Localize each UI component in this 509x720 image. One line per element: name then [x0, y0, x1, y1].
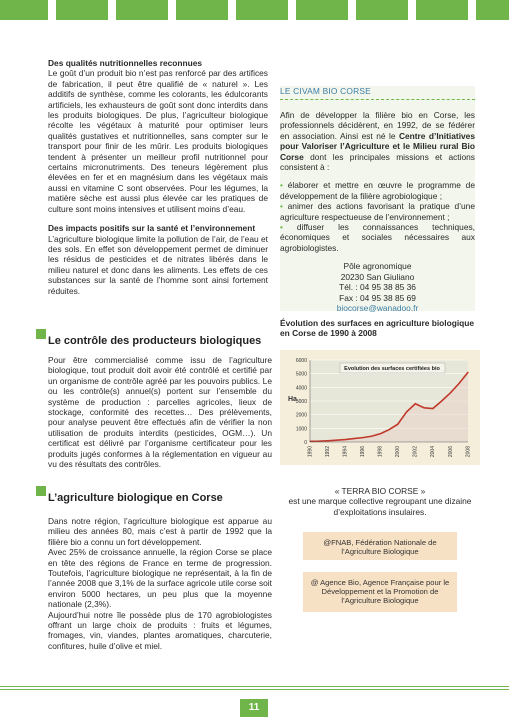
data-point	[345, 439, 346, 440]
data-point	[388, 429, 389, 430]
paragraph-corse-1: Dans notre région, l’agriculture biologique est apparue au milieu des années 80, mais c’est à partir de 1992 que la filière bio a connu un fort développement.	[48, 516, 272, 547]
bottom-rule	[0, 686, 509, 687]
heading-nutrition: Des qualités nutritionnelles reconnues	[48, 58, 203, 68]
y-tick-label: 1000	[295, 426, 307, 433]
civam-box	[280, 86, 475, 311]
heading-health: Des impacts positifs sur la santé et l’environnement	[48, 223, 256, 234]
top-tab	[236, 0, 288, 20]
paragraph-corse-2: Avec 25% de croissance annuelle, la région Corse se place en tête des régions de France en terme de progression. Toutefois, l’agriculture biologique ne représentait, à la fin de l’année 2008 que 3,1% de la surface agricole utile corse soit environ 5000 hectares, un peu plus que la moyenne nationale (2,3%).	[48, 547, 272, 610]
data-point	[380, 433, 381, 434]
x-tick-label: 1994	[342, 446, 349, 458]
data-point	[406, 411, 407, 412]
data-point	[336, 440, 337, 441]
top-tab	[56, 0, 108, 20]
y-tick-label: 6000	[295, 358, 307, 364]
x-tick-label: 2008	[465, 446, 472, 458]
data-point	[353, 438, 354, 439]
civam-body	[280, 110, 475, 313]
civam-bullet: • élaborer et mettre en œuvre le programme de développement de la filière agrobiologique ;	[280, 180, 476, 201]
fnab-logo-caption: @FNAB, Fédération Nationale de l’Agriculture Biologique	[303, 532, 457, 560]
top-tab	[296, 0, 348, 20]
data-point	[371, 436, 372, 437]
data-point	[318, 441, 319, 442]
section-title-control: Le contrôle des producteurs biologiques	[36, 335, 261, 347]
civam-email-link[interactable]: biocorse@wanadoo.fr	[336, 302, 419, 313]
y-tick-label: 4000	[295, 385, 307, 392]
top-tab	[116, 0, 168, 20]
data-point	[327, 440, 328, 441]
left-column-intro	[48, 58, 268, 296]
chart-title: Evolution des surfaces certifiées bio	[344, 366, 440, 372]
x-tick-label: 1996	[359, 446, 366, 458]
terra-title: « TERRA BIO CORSE »	[334, 486, 426, 496]
civam-header: LE CIVAM BIO CORSE	[280, 86, 371, 96]
data-point	[424, 407, 425, 408]
page-number: 11	[240, 699, 268, 717]
agence-bio-logo-caption: @ Agence Bio, Agence Française pour le Développement et la Promotion de l’Agriculture Biologique	[303, 572, 457, 612]
top-tab	[356, 0, 408, 20]
paragraph-control: Pour être commercialisé comme issu de l’agriculture biologique, tout produit doit avoir été contrôlé et certifié par un organisme de contrôle agréé par les pouvoirs publics. Le ou les contrôle(s) annuel(s) portent sur l’ensemble du système de production : parcelles agricoles, lieux de stockage, conformité des recettes… Des prélèvements, pour analyse peuvent être effectués afin de vérifier la non utilisation de produits interdits (pesticides, OGM…). Un certificat est délivré par l’organisme certificateur pour les produits jugés conformes à la réglementation en vigueur au vu des résultats des contrôles.	[48, 355, 272, 470]
paragraph-health: L’agriculture biologique limite la pollution de l’air, de l’eau et des sols. En effet son développement permet de diminuer les résidus de pesticides et de nitrates libérés dans le milieu naturel et donc dans les aliments. Les effets de ces substances sur la santé de l’homme sont ainsi fortement réduites.	[48, 233, 268, 296]
terra-description: est une marque collective regroupant une dizaine d’exploitations insulaires.	[288, 496, 472, 517]
data-point	[397, 424, 398, 425]
chart-caption: Évolution des surfaces en agriculture biologique en Corse de 1990 à 2008	[280, 318, 475, 339]
x-tick-label: 1990	[307, 446, 314, 458]
bullet-icon: •	[280, 222, 297, 233]
top-tab	[476, 0, 509, 20]
civam-phone: Tél. : 04 95 38 85 36	[339, 282, 416, 293]
area-chart	[280, 350, 480, 465]
data-point	[415, 403, 416, 404]
civam-intro: Afin de développer la filière bio en Corse, les professionnels décidèrent, en 1992, de se fédérer en association. Ainsi est né le Centre d’Initiatives pour Valoriser l’Agriculture et le Milieu rural Bio Corse dont les principales missions et actions consistent à :	[280, 110, 475, 173]
section-control-body	[48, 355, 272, 469]
data-point	[467, 372, 468, 373]
paragraph-corse-3: Aujourd’hui notre île possède plus de 170 agrobiologistes offrant un large choix de produits : fruits et légumes, fromages, vin, viandes, plantes aromatiques, charcuterie, confitures, huile d’olive et miel.	[48, 609, 272, 651]
data-point	[441, 400, 442, 401]
top-decoration	[0, 0, 509, 22]
top-tab	[176, 0, 228, 20]
y-tick-label: 2000	[295, 412, 307, 419]
y-tick-label: 0	[304, 440, 307, 446]
top-tab	[0, 0, 48, 20]
data-point	[362, 437, 363, 438]
bullet-icon: •	[280, 201, 288, 212]
terra-bio-block	[280, 486, 480, 517]
x-tick-label: 2002	[412, 446, 419, 458]
civam-address-1: Pôle agronomique	[343, 261, 412, 272]
x-tick-label: 1992	[324, 446, 331, 458]
paragraph-nutrition: Le goût d’un produit bio n’est pas renforcé par des artifices de fabrication, il peut être qualifié de « naturel ». Les additifs de synthèse, comme les colorants, les édulcorants artificiels, les exhausteurs de goût sont donc interdits dans les produits biologiques. De plus, l’agriculteur biologique récolte les végétaux à maturité pour optimiser leurs qualités gustatives et nutritionnelles, sans compter sur le transport pour finir de les mûrir. Les produits biologiques tendent à présenter un meilleur profil nutritionnel pour certains micronutriments. Des teneurs légèrement plus élevées en fer et en magnésium dans les végétaux mais aussi en vitamine C sont observées. Pour les légumes, la matière sèche est aussi plus élevée car les pratiques de culture sont moins intensives et utilisent moins d’eau.	[48, 68, 268, 214]
section-corse-body	[48, 516, 272, 651]
y-tick-label: 3000	[295, 399, 307, 405]
x-tick-label: 1998	[377, 446, 384, 458]
x-tick-label: 2000	[395, 446, 402, 458]
top-tab	[416, 0, 468, 20]
bottom-rule	[0, 689, 509, 690]
civam-address-2: 20230 San Giuliano	[340, 271, 415, 282]
data-point	[432, 408, 433, 409]
x-tick-label: 2004	[430, 446, 437, 458]
dashed-divider	[280, 99, 475, 100]
civam-bullet: • diffuser les connaissances techniques, économiques et sociales nécessaires aux agrobiologistes.	[280, 222, 475, 253]
chart-container	[280, 350, 480, 465]
civam-bullet: • animer des actions favorisant la pratique d’une agriculture respectueuse de l’environnement ;	[280, 201, 475, 222]
y-tick-label: 5000	[295, 371, 307, 378]
bullet-icon: •	[280, 180, 288, 191]
y-axis-label: Ha	[288, 396, 297, 403]
data-point	[459, 383, 460, 384]
civam-fax: Fax : 04 95 38 85 69	[339, 292, 416, 303]
x-tick-label: 2006	[447, 446, 454, 458]
data-point	[450, 392, 451, 393]
section-title-corse: L’agriculture biologique en Corse	[36, 492, 223, 504]
